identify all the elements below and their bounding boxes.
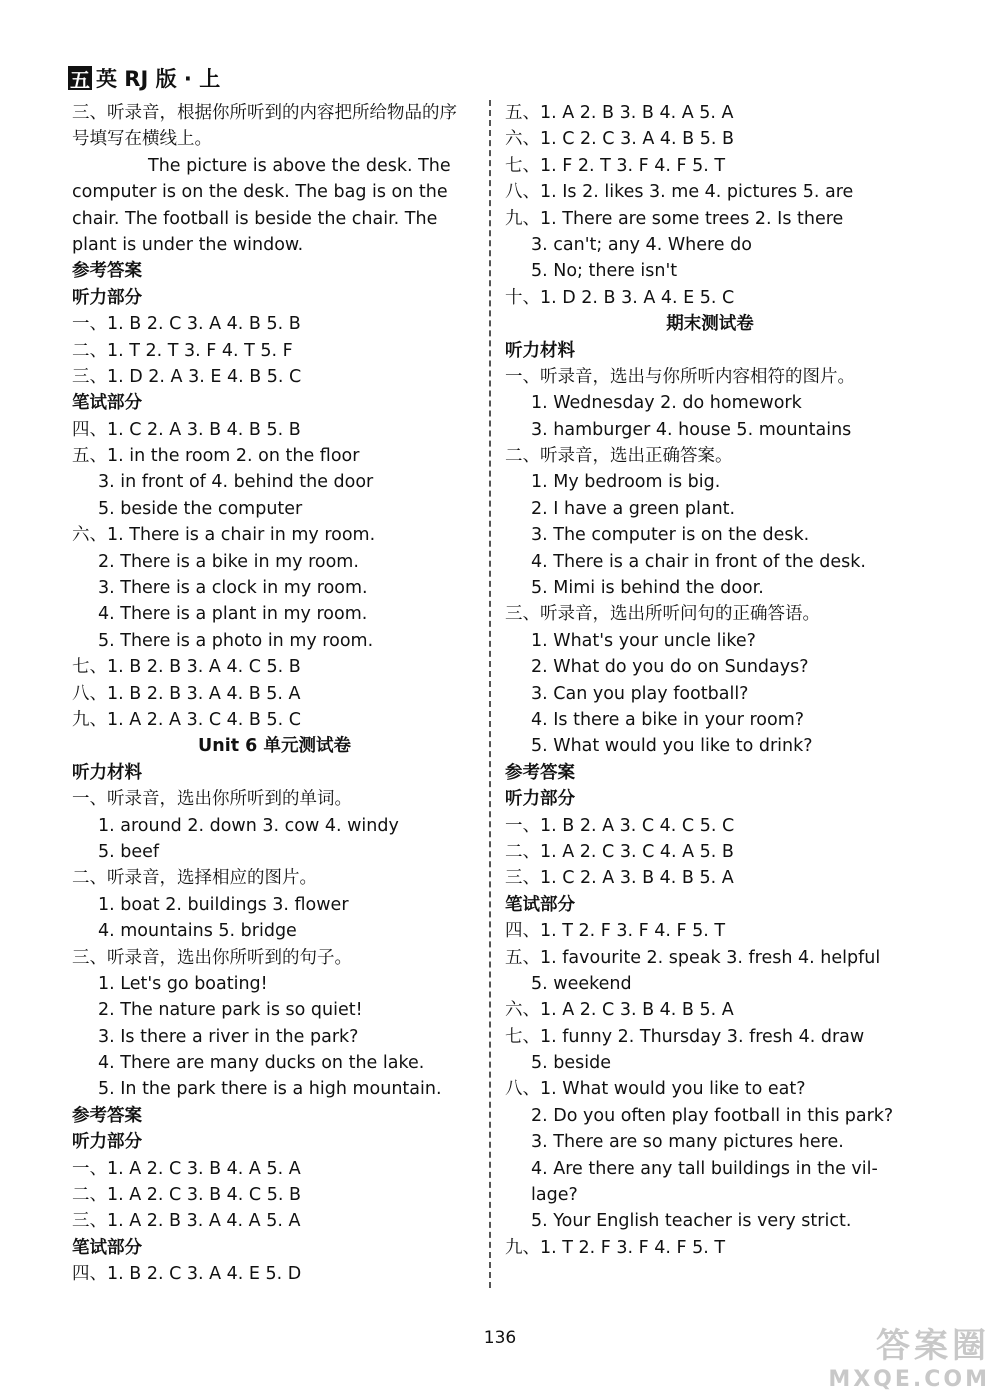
text-line: 五、1. in the room 2. on the floor <box>72 446 360 467</box>
text-line: 1. My bedroom is big. <box>531 472 721 493</box>
grade-badge: 五 <box>70 67 90 92</box>
text-line: chair. The football is beside the chair. The <box>72 208 438 229</box>
text-line: 4. There is a plant in my room. <box>98 604 368 625</box>
text-line: 一、听录音，选出你所听到的单词。 <box>72 789 352 810</box>
text-line: 四、1. C 2. A 3. B 4. B 5. B <box>72 419 301 440</box>
text-line: 六、1. A 2. C 3. B 4. B 5. A <box>505 1000 734 1021</box>
text-line: 五、1. A 2. B 3. B 4. A 5. A <box>505 103 734 123</box>
text-line: 二、听录音，选择相应的图片。 <box>72 868 317 889</box>
text-line: 六、1. There is a chair in my room. <box>72 525 376 546</box>
text-line: 3. The computer is on the desk. <box>531 525 810 546</box>
text-line: 3. There is a clock in my room. <box>98 578 368 599</box>
text-line: 1. Wednesday 2. do homework <box>531 393 802 414</box>
text-line: 3. Is there a river in the park? <box>98 1026 359 1047</box>
text-line: 5. No; there isn't <box>531 261 678 282</box>
text-line: 2. The nature park is so quiet! <box>98 1000 363 1021</box>
header-title: 英 RJ 版 · 上 <box>96 67 221 91</box>
text-line: 七、1. B 2. B 3. A 4. C 5. B <box>72 657 301 678</box>
text-line: lage? <box>531 1185 578 1206</box>
text-line: 三、听录音，选出所听问句的正确答语。 <box>505 604 820 625</box>
text-line: 七、1. funny 2. Thursday 3. fresh 4. draw <box>505 1026 865 1047</box>
text-line: 笔试部分 <box>72 393 142 414</box>
text-line: 5. There is a photo in my room. <box>98 630 374 651</box>
text-line: 5. What would you like to drink? <box>531 736 813 757</box>
text-line: 2. What do you do on Sundays? <box>531 657 809 678</box>
text-line: 八、1. What would you like to eat? <box>505 1079 806 1100</box>
text-line: 二、1. T 2. T 3. F 4. T 5. F <box>72 340 293 361</box>
text-line: 二、听录音，选出正确答案。 <box>505 446 733 467</box>
text-line: 1. boat 2. buildings 3. flower <box>98 894 349 915</box>
left-column <box>72 100 477 1288</box>
text-line: Unit 6 单元测试卷 <box>198 736 351 757</box>
text-line: 一、1. B 2. A 3. C 4. C 5. C <box>505 815 735 836</box>
page-number: 136 <box>483 1328 517 1348</box>
text-line: 听力材料 <box>505 340 575 361</box>
text-line: 笔试部分 <box>505 894 575 915</box>
text-line: 4. There is a chair in front of the desk. <box>531 551 866 572</box>
text-line: 一、听录音，选出与你所听内容相符的图片。 <box>505 366 855 387</box>
text-line: 3. There are so many pictures here. <box>531 1132 844 1153</box>
column-divider <box>489 100 491 1288</box>
text-line: 三、听录音，根据你所听到的内容把所给物品的序 <box>72 103 457 123</box>
text-line: 号填写在横线上。 <box>72 129 212 150</box>
text-line: 八、1. Is 2. likes 3. me 4. pictures 5. are <box>505 182 854 203</box>
page-header <box>68 62 220 94</box>
text-line: 四、1. B 2. C 3. A 4. E 5. D <box>72 1264 302 1285</box>
text-line: 3. can't; any 4. Where do <box>531 234 752 255</box>
watermark-top: 答案圈 <box>876 1326 990 1366</box>
text-line: The picture is above the desk. The <box>148 155 451 176</box>
text-line: 参考答案 <box>72 261 142 282</box>
text-line: 八、1. B 2. B 3. A 4. B 5. A <box>72 683 301 704</box>
text-line: 二、1. A 2. C 3. C 4. A 5. B <box>505 841 734 862</box>
text-line: 听力部分 <box>72 287 142 308</box>
watermark-bottom: MXQE.COM <box>828 1367 990 1392</box>
text-line: computer is on the desk. The bag is on the <box>72 182 448 203</box>
text-line: 九、1. There are some trees 2. Is there <box>505 208 844 229</box>
text-line: 1. around 2. down 3. cow 4. windy <box>98 815 399 836</box>
text-line: 3. Can you play football? <box>531 683 749 704</box>
text-line: 听力部分 <box>505 789 575 810</box>
text-line: 2. There is a bike in my room. <box>98 551 359 572</box>
text-line: 参考答案 <box>72 1105 142 1126</box>
text-line: 十、1. D 2. B 3. A 4. E 5. C <box>505 287 735 308</box>
text-line: 4. Are there any tall buildings in the vil- <box>531 1158 878 1179</box>
text-line: 参考答案 <box>505 762 575 783</box>
text-line: 四、1. T 2. F 3. F 4. F 5. T <box>505 921 726 942</box>
text-line: 1. Let's go boating! <box>98 973 268 994</box>
text-line: 三、1. C 2. A 3. B 4. B 5. A <box>505 868 734 889</box>
text-line: 5. beside the computer <box>98 498 303 519</box>
text-line: 听力部分 <box>72 1132 142 1153</box>
text-line: 期末测试卷 <box>666 314 754 335</box>
text-line: 4. Is there a bike in your room? <box>531 709 805 730</box>
text-line: 一、1. B 2. C 3. A 4. B 5. B <box>72 314 301 335</box>
text-line: 4. There are many ducks on the lake. <box>98 1053 425 1074</box>
text-line: 七、1. F 2. T 3. F 4. F 5. T <box>505 155 726 176</box>
text-line: 一、1. A 2. C 3. B 4. A 5. A <box>72 1158 301 1179</box>
text-line: 六、1. C 2. C 3. A 4. B 5. B <box>505 129 734 150</box>
watermark-logo <box>810 1318 990 1392</box>
text-line: 五、1. favourite 2. speak 3. fresh 4. helpful <box>505 947 881 968</box>
text-line: 九、1. T 2. F 3. F 4. F 5. T <box>505 1237 726 1258</box>
text-line: 二、1. A 2. C 3. B 4. C 5. B <box>72 1185 301 1206</box>
text-line: 三、1. D 2. A 3. E 4. B 5. C <box>72 366 302 387</box>
text-line: 3. hamburger 4. house 5. mountains <box>531 419 852 440</box>
text-line: 听力材料 <box>72 762 142 783</box>
text-line: 5. beside <box>531 1053 611 1074</box>
text-line: 笔试部分 <box>72 1237 142 1258</box>
text-line: 5. Mimi is behind the door. <box>531 578 764 599</box>
text-line: 5. Your English teacher is very strict. <box>531 1211 852 1232</box>
text-line: 2. I have a green plant. <box>531 498 736 519</box>
text-line: 三、1. A 2. B 3. A 4. A 5. A <box>72 1211 301 1232</box>
text-line: 4. mountains 5. bridge <box>98 921 297 942</box>
text-line: 5. weekend <box>531 973 632 994</box>
text-line: 1. What's your uncle like? <box>531 630 756 651</box>
right-column <box>505 100 915 1261</box>
text-line: 九、1. A 2. A 3. C 4. B 5. C <box>72 709 301 730</box>
text-line: 三、听录音，选出你所听到的句子。 <box>72 947 352 968</box>
text-line: 5. beef <box>98 841 160 862</box>
text-line: 3. in front of 4. behind the door <box>98 472 374 493</box>
text-line: 5. In the park there is a high mountain. <box>98 1079 442 1100</box>
text-line: plant is under the window. <box>72 234 304 255</box>
text-line: 2. Do you often play football in this park? <box>531 1105 894 1126</box>
